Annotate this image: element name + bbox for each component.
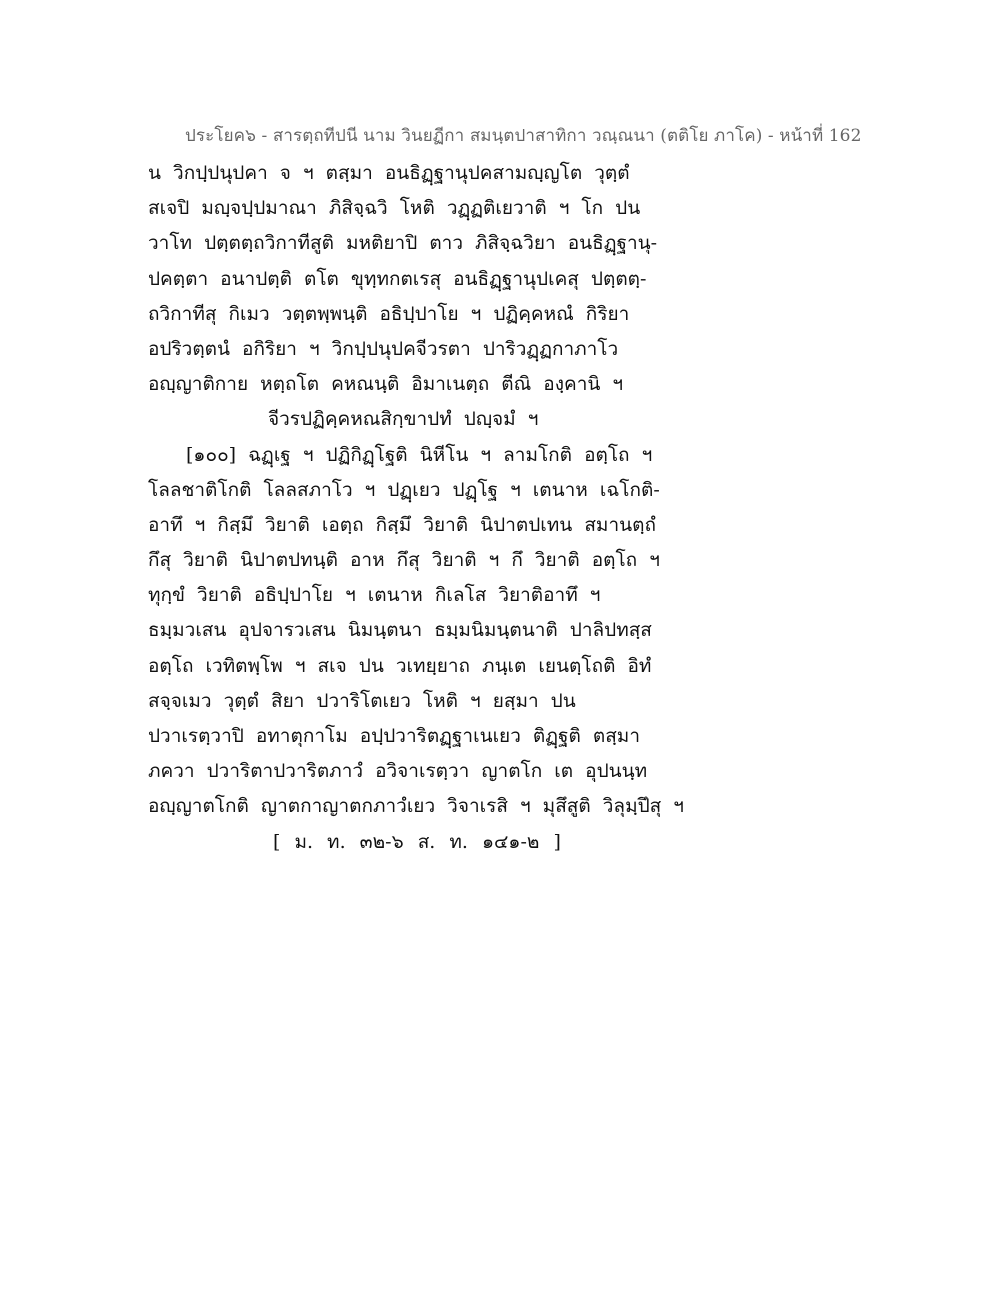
body-text xyxy=(148,156,848,860)
text-line: ถวิกาทีสุ กิเมว วตฺตพฺพนฺติ อธิปฺปาโย ฯ ปฏิคฺคหณํ กิริยา xyxy=(148,302,630,325)
text-line: ทุกฺขํ วิยาติ อธิปฺปาโย ฯ เตนาห กิเลโส วิยาติอาทึ ฯ xyxy=(148,584,601,607)
page-header: ประโยค๖ - สารตฺถทีปนี นาม วินยฏีกา สมนฺตปาสาทิกา วณฺณนา (ตติโย ภาโค) - หน้าที่ 162 xyxy=(185,126,862,146)
text-line: สจฺจเมว วุตฺตํ สิยา ปวาริโตเยว โหติ ฯ ยสฺมา ปน xyxy=(148,689,576,712)
text-line: อาทึ ฯ กิสฺมึ วิยาติ เอตฺถ กิสฺมึ วิยาติ นิปาตปเทน สมานตฺถํ xyxy=(148,513,656,536)
text-line: ธมฺมวเสน อุปจารวเสน นิมนฺตนา ธมฺมนิมนฺตนาติ ปาลิปทสฺส xyxy=(148,619,652,642)
reference-citation: [ ม. ท. ๓๒-๖ ส. ท. ๑๔๑-๒ ] xyxy=(273,830,561,853)
text-line: ปวาเรตฺวาปิ อทาตุกาโม อปฺปวาริตฏฺฐาเนเยว ติฏฺฐติ ตสฺมา xyxy=(148,725,640,747)
text-line: อญฺญาตโกติ ญาตกาญาตกภาวํเยว วิจาเรสิ ฯ มุสึสูติ วิลุมฺปึสุ ฯ xyxy=(148,795,684,818)
text-line: สเจปิ มญฺจปฺปมาณา ภิสิจฺฉวิ โหติ วฏฺฏติเยวาติ ฯ โก ปน xyxy=(148,197,641,220)
text-line: อญฺญาติกาย หตฺถโต คหณนฺติ อิมาเนตฺถ ตีณิ องฺคานิ ฯ xyxy=(148,373,624,396)
text-line: น วิกปฺปนุปคา จ ฯ ตสฺมา อนธิฏฺฐานุปคสามญฺญโต วุตฺตํ xyxy=(148,162,630,184)
paragraph-start: [๑๐๐] ฉฏฺเฐ ฯ ปฏิกิฏฺโฐติ นิหีโน ฯ ลามโกติ อตฺโถ ฯ xyxy=(186,443,653,466)
section-heading: จีวรปฏิคฺคหณสิกฺขาปทํ ปญฺจมํ ฯ xyxy=(268,408,539,431)
text-line: ภควา ปวาริตาปวาริตภาวํ อวิจาเรตฺวา ญาตโก เต อุปนนฺท xyxy=(148,760,648,783)
text-line: โลลชาติโกติ โลลสภาโว ฯ ปฏฺเยว ปฏฺโฐ ฯ เตนาห เฉโกติ- xyxy=(148,478,660,501)
text-line: อปริวตฺตนํ อกิริยา ฯ วิกปฺปนุปคจีวรตา ปาริวฏฺฏกาภาโว xyxy=(148,337,619,360)
text-line: กึสุ วิยาติ นิปาตปทนฺติ อาห กึสุ วิยาติ ฯ กึ วิยาติ อตฺโถ ฯ xyxy=(148,549,660,572)
text-line: อตฺโถ เวทิตพฺโพ ฯ สเจ ปน วเทยฺยาถ ภนฺเต เยนตฺโถติ อิทํ xyxy=(148,654,652,677)
text-line: วาโท ปตฺตตฺถวิกาทีสูติ มหติยาปิ ตาว ภิสิจฺฉวิยา อนธิฏฺฐานุ- xyxy=(148,232,658,255)
text-line: ปคตฺตา อนาปตฺติ ตโต ขุทฺทกตเรสุ อนธิฏฺฐานุปเคสุ ปตฺตตฺ- xyxy=(148,267,647,290)
